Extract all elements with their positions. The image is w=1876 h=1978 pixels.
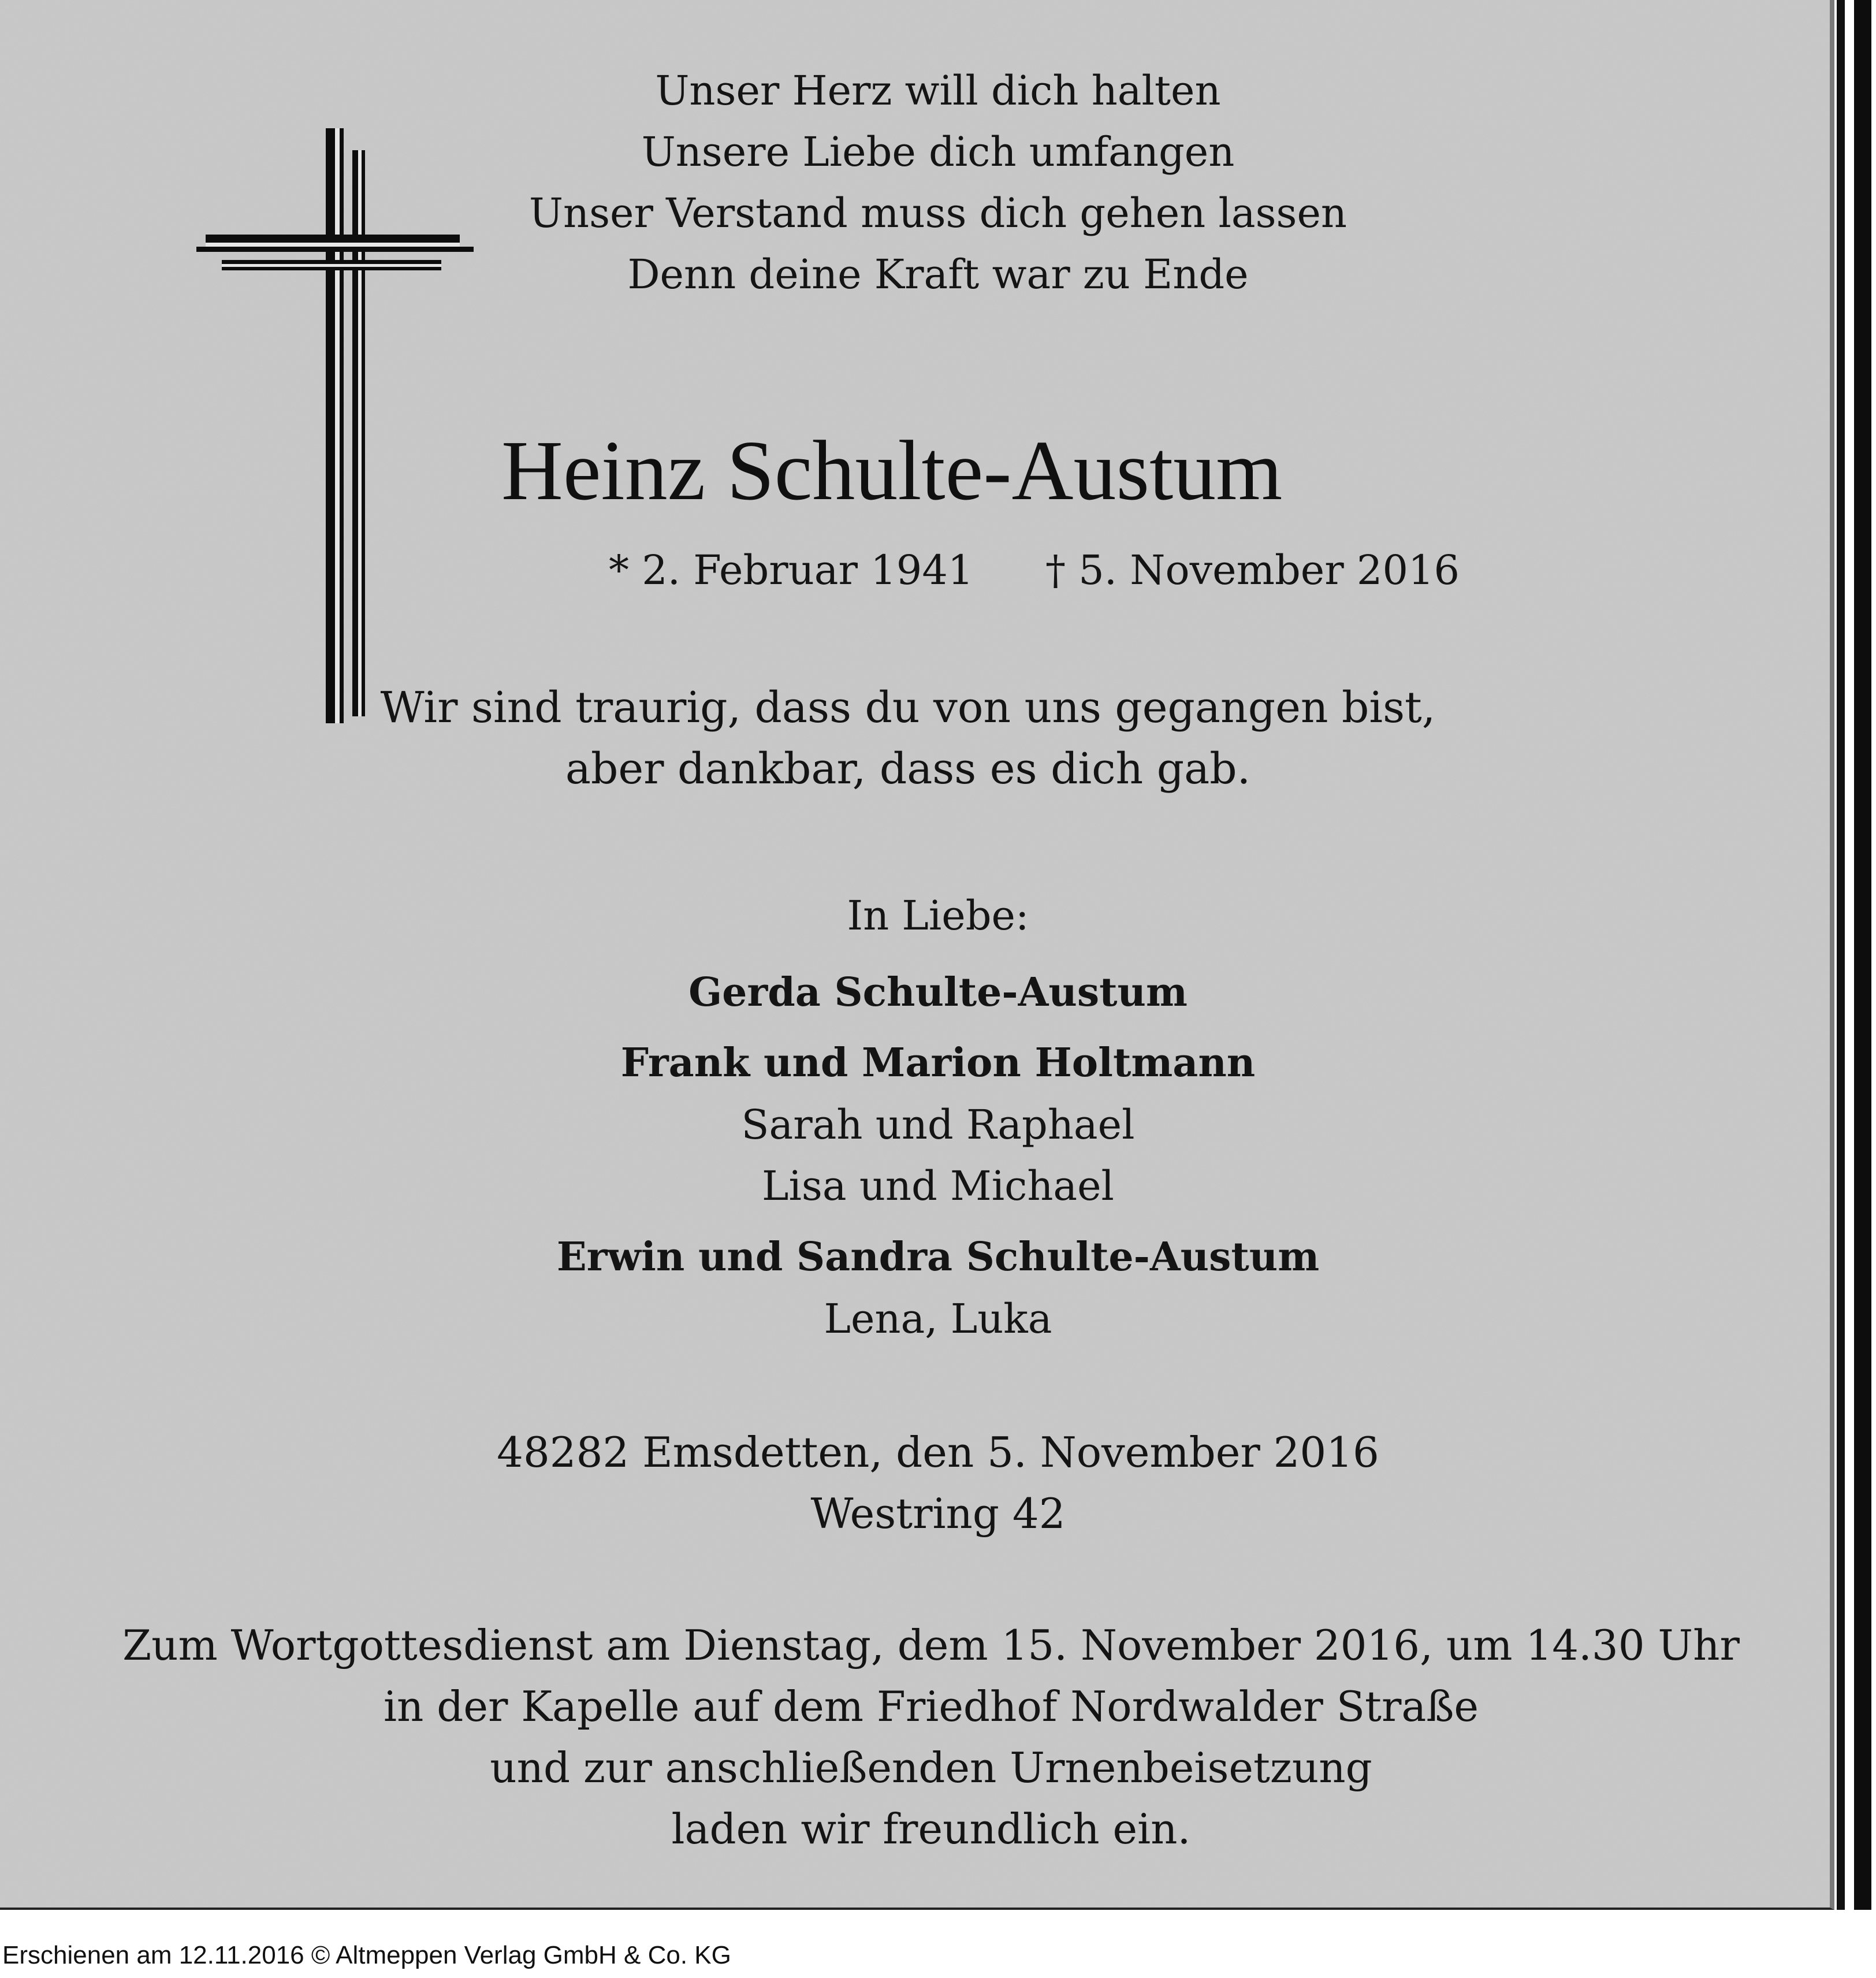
birth-date: * 2. Februar 1941 bbox=[609, 546, 974, 594]
service-line: in der Kapelle auf dem Friedhof Nordwalder Straße bbox=[383, 1682, 1479, 1731]
quote-line: Wir sind traurig, dass du von uns gegangen bist, bbox=[380, 683, 1436, 733]
mourners-intro: In Liebe: bbox=[847, 892, 1029, 939]
mourner-line: Lisa und Michael bbox=[762, 1162, 1114, 1210]
poem-line: Denn deine Kraft war zu Ende bbox=[627, 251, 1249, 298]
poem-line: Unser Herz will dich halten bbox=[655, 67, 1221, 114]
address-line: 48282 Emsdetten, den 5. November 2016 bbox=[497, 1428, 1379, 1477]
mourner-line: Frank und Marion Holtmann bbox=[620, 1040, 1256, 1086]
publication-footer: Erschienen am 12.11.2016 © Altmeppen Verlag GmbH & Co. KG bbox=[2, 1941, 731, 1969]
mourner-line: Gerda Schulte-Austum bbox=[688, 969, 1188, 1016]
mourning-border bbox=[1834, 0, 1876, 1910]
poem-line: Unser Verstand muss dich gehen lassen bbox=[529, 189, 1347, 237]
deceased-name: Heinz Schulte-Austum bbox=[501, 423, 1283, 518]
mourner-line: Lena, Luka bbox=[824, 1295, 1052, 1343]
poem-line: Unsere Liebe dich umfangen bbox=[641, 128, 1235, 176]
address-line: Westring 42 bbox=[810, 1489, 1066, 1538]
mourner-line: Erwin und Sandra Schulte-Austum bbox=[556, 1234, 1320, 1280]
life-dates bbox=[609, 546, 1533, 594]
death-date: † 5. November 2016 bbox=[1045, 546, 1460, 594]
mourner-line: Sarah und Raphael bbox=[741, 1101, 1135, 1148]
service-line: laden wir freundlich ein. bbox=[671, 1805, 1191, 1853]
service-line: und zur anschließenden Urnenbeisetzung bbox=[490, 1743, 1372, 1792]
quote-line: aber dankbar, dass es dich gab. bbox=[565, 744, 1251, 794]
service-line: Zum Wortgottesdienst am Dienstag, dem 15. November 2016, um 14.30 Uhr bbox=[122, 1621, 1740, 1670]
